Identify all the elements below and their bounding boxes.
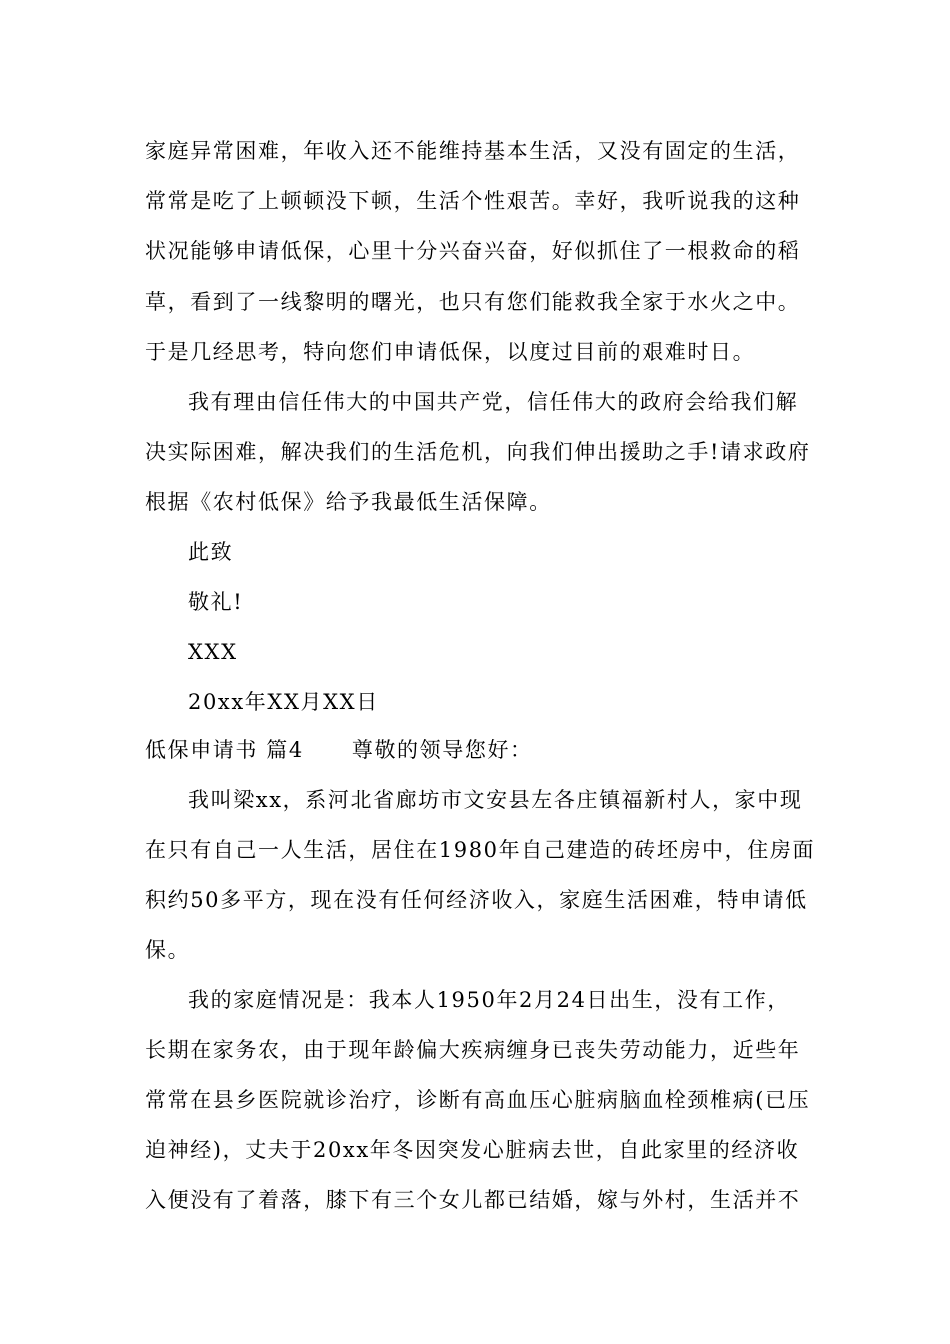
paragraph-1-line-1: 家庭异常困难，年收入还不能维持基本生活，又没有固定的生活， xyxy=(145,139,801,163)
paragraph-4-line-3: 常常在县乡医院就诊治疗，诊断有高血压心脏病脑血栓颈椎病(已压 xyxy=(145,1088,811,1112)
section-title: 低保申请书 篇4 xyxy=(145,738,304,762)
paragraph-2-line-3: 根据《农村低保》给予我最低生活保障。 xyxy=(145,490,552,514)
section-heading-row xyxy=(145,735,533,765)
closing-jing-li: 敬礼! xyxy=(188,590,244,614)
paragraph-1-line-3: 状况能够申请低保，心里十分兴奋兴奋，好似抓住了一根救命的稻 xyxy=(145,239,801,263)
paragraph-1-line-2: 常常是吃了上顿顿没下顿，生活个性艰苦。幸好，我听说我的这种 xyxy=(145,189,801,213)
closing-ci-zhi: 此致 xyxy=(188,540,234,564)
paragraph-2-line-2: 决实际困难，解决我们的生活危机，向我们伸出援助之手!请求政府 xyxy=(145,440,811,464)
letter-date: 20xx年XX月XX日 xyxy=(188,690,379,714)
paragraph-1-line-5: 于是几经思考，特向您们申请低保，以度过目前的艰难时日。 xyxy=(145,340,756,364)
salutation: 尊敬的领导您好： xyxy=(351,738,533,762)
paragraph-3-line-2: 在只有自己一人生活，居住在1980年自己建造的砖坯房中，住房面 xyxy=(145,838,816,862)
paragraph-4-line-5: 入便没有了着落，膝下有三个女儿都已结婚，嫁与外村，生活并不 xyxy=(145,1188,801,1212)
paragraph-1-line-4: 草，看到了一线黎明的曙光，也只有您们能救我全家于水火之中。 xyxy=(145,290,801,314)
paragraph-2-line-1: 我有理由信任伟大的中国共产党，信任伟大的政府会给我们解 xyxy=(188,390,799,414)
paragraph-3-line-1: 我叫梁xx，系河北省廊坊市文安县左各庄镇福新村人，家中现 xyxy=(188,788,803,812)
paragraph-4-line-4: 迫神经)，丈夫于20xx年冬因突发心脏病去世，自此家里的经济收 xyxy=(145,1138,800,1162)
paragraph-4-line-2: 长期在家务农，由于现年龄偏大疾病缠身已丧失劳动能力，近些年 xyxy=(145,1038,801,1062)
paragraph-3-line-4: 保。 xyxy=(145,938,191,962)
paragraph-4-line-1: 我的家庭情况是：我本人1950年2月24日出生，没有工作， xyxy=(188,988,790,1012)
paragraph-3-line-3: 积约50多平方，现在没有任何经济收入，家庭生活困难，特申请低 xyxy=(145,888,808,912)
signature: XXX xyxy=(188,640,238,664)
